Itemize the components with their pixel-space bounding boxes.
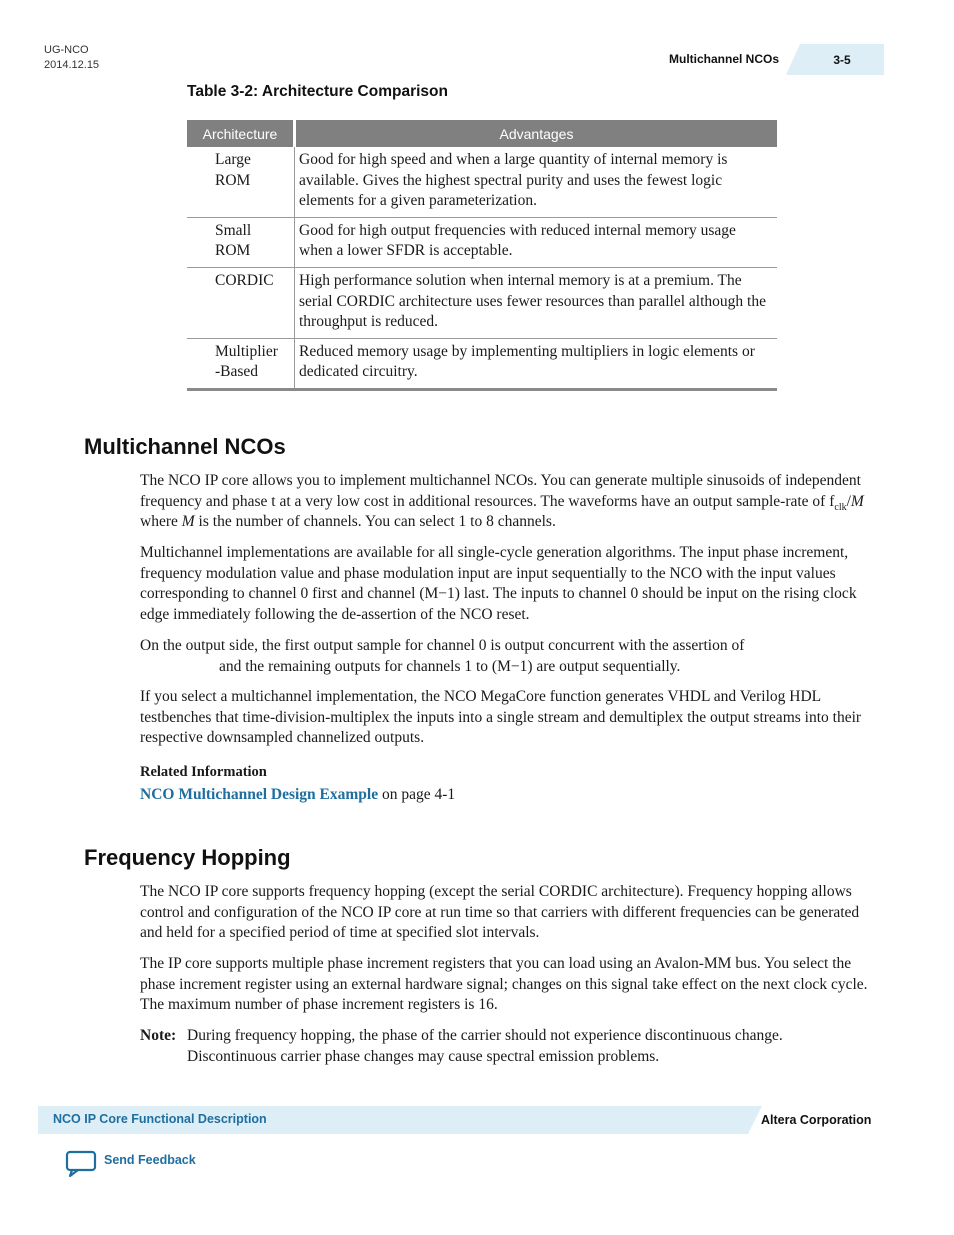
architecture-name-line2: ROM	[215, 171, 251, 189]
note-block	[140, 1026, 870, 1067]
hopping-paragraph-1: The NCO IP core supports frequency hopping (except the serial CORDIC architecture). Frequency hopping allows control and configuration of the NCO IP core at run time so that carriers with different frequencies can be generated and held for a specified period of time at specified slot intervals.	[140, 883, 860, 942]
column-header-architecture: Architecture	[187, 120, 295, 147]
advantages-cell: Good for high output frequencies with reduced internal memory usage when a lower SFDR is acceptable.	[295, 217, 778, 267]
related-link-page-ref: on page 4-1	[378, 786, 456, 803]
table-row	[187, 267, 777, 338]
table-header-row	[187, 120, 777, 147]
multichannel-paragraph-4: If you select a multichannel implementation, the NCO MegaCore function generates VHDL and Verilog HDL testbenches that time-division-multiplex the inputs into a single stream and demultiplex the output streams into their respective downsampled channelized outputs.	[140, 688, 862, 747]
related-information-entry	[140, 786, 455, 804]
architecture-cell	[187, 217, 295, 267]
page-number: 3-5	[833, 52, 851, 67]
p1-slash: /	[846, 492, 851, 510]
footer-company: Altera Corporation	[761, 1113, 872, 1127]
doc-id-code: UG-NCO	[44, 44, 89, 56]
p1-text-a: The NCO IP core allows you to implement multichannel NCOs. You can generate multiple sinusoids of independent frequency and phase t at a very low cost in additional resources. The waveforms have an output sample-rate of f	[140, 472, 861, 510]
header-section-title: Multichannel NCOs	[669, 52, 780, 66]
architecture-name-line2: ROM	[215, 242, 251, 260]
footer-band-slant	[748, 1106, 762, 1134]
p1-text-c: where	[140, 513, 182, 531]
table-row	[187, 338, 777, 389]
clk-subscript: clk	[834, 501, 847, 513]
advantages-cell: Reduced memory usage by implementing multipliers in logic elements or dedicated circuitry.	[295, 338, 778, 389]
architecture-cell	[187, 267, 295, 338]
p1-text-d: is the number of channels. You can select 1 to 8 channels.	[194, 513, 556, 531]
column-header-advantages: Advantages	[295, 120, 778, 147]
header-page-number-tab	[800, 44, 884, 75]
nco-multichannel-design-example-link[interactable]: NCO Multichannel Design Example	[140, 786, 379, 803]
page-tab-slant	[786, 44, 800, 75]
architecture-name-line1: Small	[215, 221, 252, 239]
advantages-cell: High performance solution when internal memory is at a premium. The serial CORDIC architecture uses fewer resources than parallel although the throughput is reduced.	[295, 267, 778, 338]
p3-line-1: On the output side, the first output sample for channel 0 is output concurrent with the assertion of	[140, 637, 745, 654]
architecture-name-line1: CORDIC	[215, 271, 274, 289]
table-row	[187, 147, 777, 217]
document-id	[44, 43, 99, 73]
related-information-label: Related Information	[140, 764, 267, 780]
variable-m: M	[850, 492, 864, 510]
advantages-cell: Good for high speed and when a large quantity of internal memory is available. Gives the highest spectral purity and uses the fewest logic elements for a given parameterization.	[295, 147, 778, 217]
architecture-name-line1: Multiplier	[215, 342, 278, 360]
architecture-name-line1: Large	[215, 151, 251, 168]
table-title: Table 3-2: Architecture Comparison	[187, 83, 448, 100]
section-heading-frequency-hopping: Frequency Hopping	[84, 845, 291, 870]
doc-date: 2014.12.15	[44, 59, 100, 71]
variable-m: M	[181, 513, 195, 531]
architecture-cell	[187, 338, 295, 389]
feedback-speech-bubble-icon[interactable]	[65, 1150, 97, 1178]
note-label: Note:	[140, 1027, 177, 1044]
send-feedback-link[interactable]: Send Feedback	[104, 1153, 196, 1167]
table-row	[187, 217, 777, 267]
note-text: During frequency hopping, the phase of the carrier should not experience discontinuous change. Discontinuous carrier phase changes may cause spectral emission problems.	[187, 1027, 783, 1065]
hopping-paragraph-2: The IP core supports multiple phase increment registers that you can load using an Avalon-MM bus. You select the phase increment register using an external hardware signal; changes on this signal take effect on the next clock cycle. The maximum number of phase increment registers is 16.	[140, 955, 868, 1014]
multichannel-paragraph-3	[140, 636, 868, 677]
architecture-cell	[187, 147, 295, 217]
footer-chapter-link[interactable]: NCO IP Core Functional Description	[53, 1112, 267, 1126]
p3-line-2: and the remaining outputs for channels 1 to (M−1) are output sequentially.	[219, 657, 681, 675]
multichannel-paragraph-1	[140, 471, 868, 533]
section-heading-multichannel: Multichannel NCOs	[84, 434, 286, 459]
architecture-comparison-table	[187, 120, 777, 391]
architecture-name-line2: -Based	[215, 363, 259, 381]
multichannel-paragraph-2: Multichannel implementations are available for all single-cycle generation algorithms. The input phase increment, frequency modulation value and phase modulation input are input sequentially to the NCO with the input values corresponding to channel 0 first and channel (M−1) last. The inputs to channel 0 should be input on the rising clock edge immediately following the de-assertion of the NCO reset.	[140, 544, 857, 623]
